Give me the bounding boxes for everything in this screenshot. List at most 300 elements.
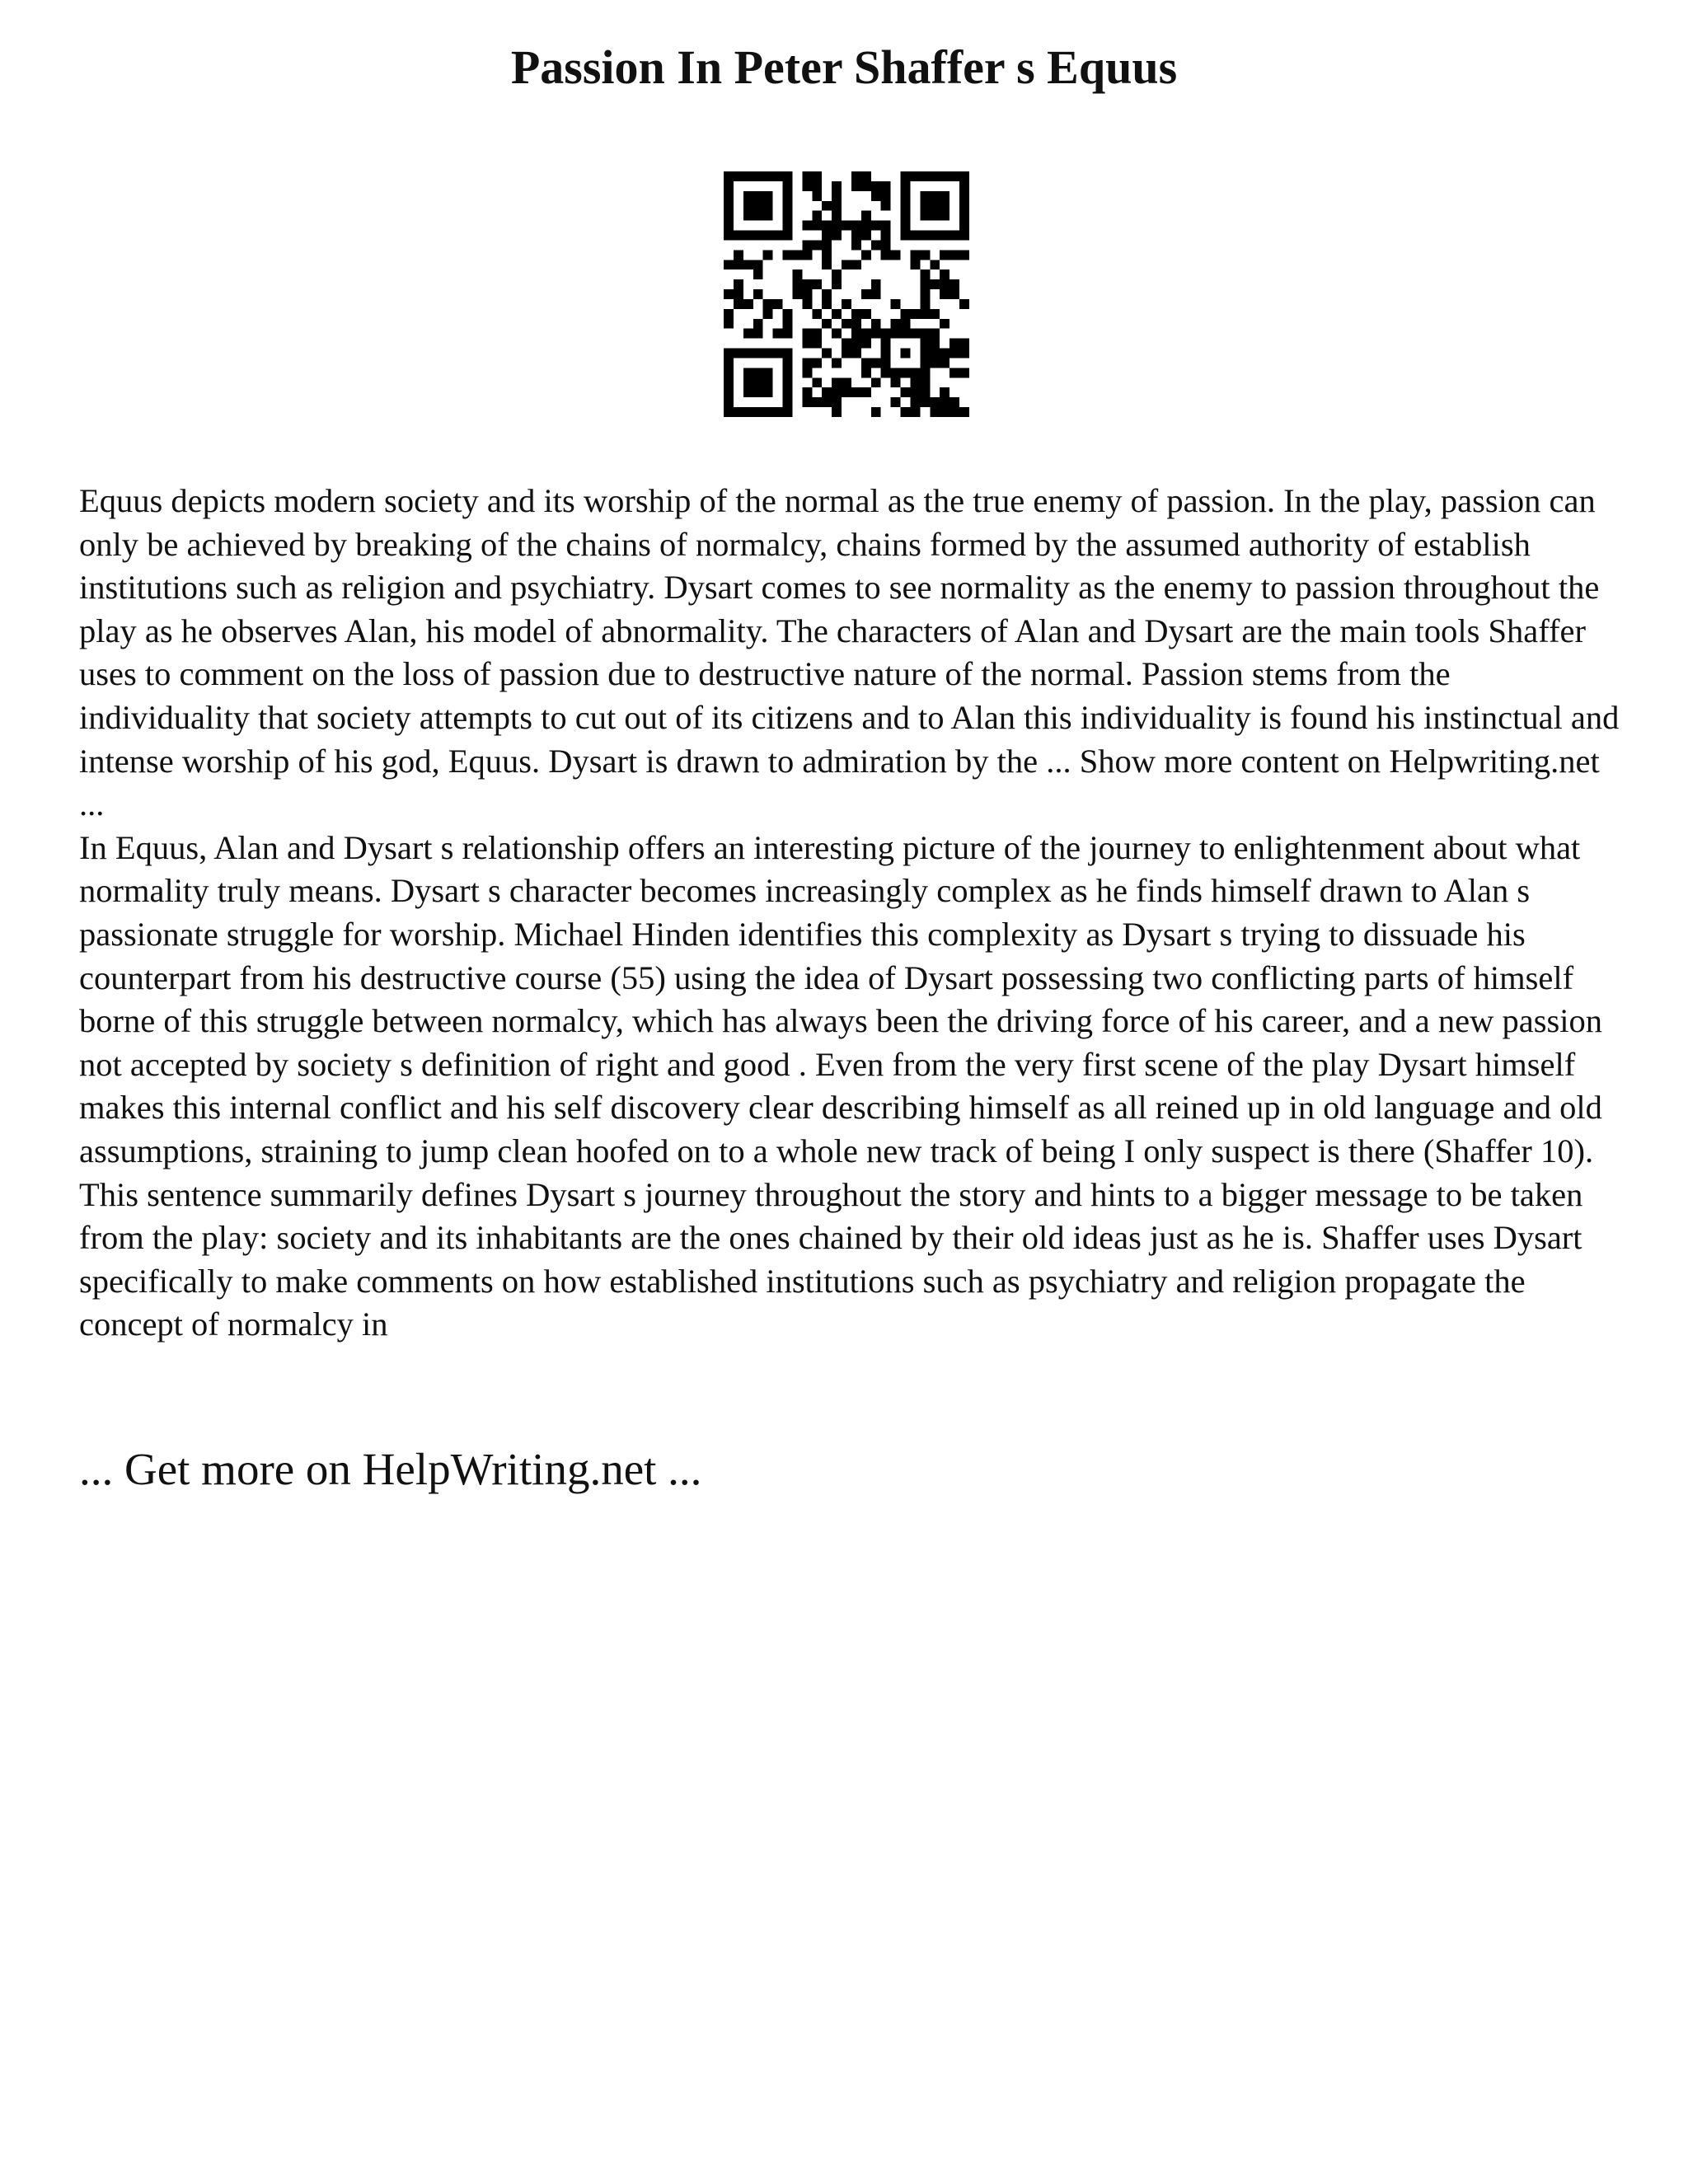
qr-module bbox=[861, 358, 871, 368]
qr-module bbox=[822, 299, 832, 309]
qr-module bbox=[753, 407, 763, 417]
qr-module bbox=[901, 191, 911, 201]
qr-module bbox=[783, 407, 793, 417]
qr-module bbox=[851, 181, 861, 191]
qr-module bbox=[753, 319, 763, 329]
qr-module bbox=[891, 299, 901, 309]
qr-module bbox=[783, 201, 793, 211]
qr-module bbox=[822, 387, 832, 397]
qr-module bbox=[901, 211, 911, 221]
qr-module bbox=[743, 407, 753, 417]
qr-module bbox=[802, 181, 812, 191]
qr-module bbox=[871, 289, 881, 299]
qr-module bbox=[734, 260, 743, 269]
qr-module bbox=[792, 269, 802, 279]
qr-module bbox=[842, 387, 851, 397]
qr-module bbox=[842, 319, 851, 329]
qr-module bbox=[724, 221, 734, 231]
qr-module bbox=[724, 358, 734, 368]
qr-module bbox=[802, 397, 812, 407]
qr-module bbox=[940, 289, 950, 299]
qr-module bbox=[901, 387, 911, 397]
qr-module bbox=[920, 397, 930, 407]
qr-module bbox=[920, 309, 930, 319]
qr-module bbox=[822, 231, 832, 241]
qr-module bbox=[930, 329, 940, 339]
qr-module bbox=[832, 221, 842, 231]
qr-module bbox=[753, 211, 763, 221]
qr-module bbox=[822, 240, 832, 250]
qr-module bbox=[753, 260, 763, 269]
qr-module bbox=[743, 368, 753, 377]
qr-module bbox=[851, 329, 861, 339]
qr-module bbox=[940, 231, 950, 241]
qr-module bbox=[743, 191, 753, 201]
qr-module bbox=[901, 329, 911, 339]
qr-module bbox=[891, 250, 901, 260]
qr-module bbox=[950, 407, 959, 417]
qr-module bbox=[802, 289, 812, 299]
qr-module bbox=[901, 368, 911, 377]
qr-module bbox=[959, 407, 969, 417]
qr-module bbox=[743, 231, 753, 241]
qr-module bbox=[734, 171, 743, 181]
qr-module bbox=[753, 387, 763, 397]
qr-module bbox=[930, 211, 940, 221]
qr-module bbox=[871, 181, 881, 191]
qr-module bbox=[783, 309, 793, 319]
qr-module bbox=[871, 319, 881, 329]
qr-module bbox=[783, 387, 793, 397]
qr-module bbox=[724, 368, 734, 377]
qr-module bbox=[871, 329, 881, 339]
qr-module bbox=[763, 171, 773, 181]
qr-module bbox=[920, 201, 930, 211]
qr-module bbox=[930, 279, 940, 289]
qr-module bbox=[802, 221, 812, 231]
qr-module bbox=[812, 329, 822, 339]
qr-module bbox=[743, 260, 753, 269]
qr-module bbox=[959, 221, 969, 231]
qr-module bbox=[959, 231, 969, 241]
qr-module bbox=[920, 289, 930, 299]
qr-module bbox=[920, 250, 930, 260]
qr-module bbox=[940, 211, 950, 221]
qr-module bbox=[724, 231, 734, 241]
qr-module bbox=[910, 397, 920, 407]
qr-module bbox=[822, 250, 832, 260]
qr-module bbox=[881, 339, 891, 349]
qr-module bbox=[802, 368, 812, 377]
qr-module bbox=[724, 397, 734, 407]
qr-module bbox=[743, 201, 753, 211]
get-more-link[interactable]: ... Get more on HelpWriting.net ... bbox=[79, 1444, 702, 1494]
qr-module bbox=[763, 231, 773, 241]
qr-module bbox=[851, 231, 861, 241]
qr-module bbox=[724, 387, 734, 397]
qr-module bbox=[832, 407, 842, 417]
qr-module bbox=[910, 231, 920, 241]
qr-module bbox=[871, 279, 881, 289]
qr-module bbox=[832, 191, 842, 201]
qr-module bbox=[822, 260, 832, 269]
qr-module bbox=[724, 171, 734, 181]
qr-module bbox=[910, 260, 920, 269]
qr-module bbox=[802, 339, 812, 349]
qr-module bbox=[959, 211, 969, 221]
qr-module bbox=[763, 309, 773, 319]
qr-module bbox=[920, 329, 930, 339]
qr-module bbox=[901, 231, 911, 241]
qr-module bbox=[724, 407, 734, 417]
qr-module bbox=[753, 329, 763, 339]
qr-module bbox=[950, 339, 959, 349]
qr-module bbox=[773, 349, 783, 359]
qr-module bbox=[832, 309, 842, 319]
qr-module bbox=[724, 309, 734, 319]
qr-module bbox=[861, 309, 871, 319]
qr-module bbox=[763, 387, 773, 397]
qr-module bbox=[763, 368, 773, 377]
paragraph-2: In Equus, Alan and Dysart s relationship offers an interesting picture of the journey to enlightenment about what normality truly means. Dysart s character becomes increasingly complex as he finds himself drawn to Alan s passionate struggle for worship. Michael Hinden identifies this complexity as Dysart s trying to dissuade his counterpart from his destructive course (55) using the idea of Dysart possessing two conflicting parts of himself borne of this struggle between normalcy, which has always been the driving force of his career, and a new passion not accepted by society s definition of right and good . Even from the very first scene of the play Dysart himself makes this internal conflict and his self discovery clear describing himself as all reined up in old language and old assumptions, straining to jump clean hoofed on to a whole new track of being I only suspect is there (Shaffer 10). This sentence summarily defines Dysart s journey throughout the story and hints to a bigger message to be taken from the play: society and its inhabitants are the ones chained by their old ideas just as he is. Shaffer uses Dysart specifically to make comments on how established institutions such as psychiatry and religion propagate the concept of normalcy in bbox=[79, 828, 1603, 1343]
qr-module bbox=[763, 377, 773, 387]
qr-module bbox=[881, 181, 891, 191]
qr-module bbox=[753, 191, 763, 201]
qr-module bbox=[891, 397, 901, 407]
qr-module bbox=[881, 358, 891, 368]
qr-module bbox=[783, 368, 793, 377]
qr-module bbox=[851, 387, 861, 397]
qr-module bbox=[763, 250, 773, 260]
qr-module bbox=[930, 397, 940, 407]
qr-module bbox=[930, 358, 940, 368]
qr-module bbox=[910, 407, 920, 417]
qr-module bbox=[743, 329, 753, 339]
qr-module bbox=[734, 349, 743, 359]
qr-module bbox=[842, 349, 851, 359]
qr-module bbox=[783, 377, 793, 387]
qr-module bbox=[881, 329, 891, 339]
qr-module bbox=[871, 377, 881, 387]
qr-module bbox=[959, 299, 969, 309]
qr-module bbox=[930, 201, 940, 211]
qr-module bbox=[812, 279, 822, 289]
qr-module bbox=[901, 171, 911, 181]
qr-module bbox=[734, 250, 743, 260]
qr-module bbox=[959, 349, 969, 359]
qr-module bbox=[950, 397, 959, 407]
qr-module bbox=[940, 387, 950, 397]
qr-module bbox=[842, 299, 851, 309]
qr-module bbox=[920, 387, 930, 397]
qr-module bbox=[930, 339, 940, 349]
qr-module bbox=[950, 368, 959, 377]
qr-module bbox=[901, 181, 911, 191]
qr-module bbox=[851, 309, 861, 319]
qr-module bbox=[783, 221, 793, 231]
qr-module bbox=[783, 329, 793, 339]
qr-module bbox=[920, 191, 930, 201]
qr-module bbox=[783, 181, 793, 191]
qr-module bbox=[861, 221, 871, 231]
qr-module bbox=[724, 260, 734, 269]
qr-module bbox=[959, 250, 969, 260]
qr-module bbox=[940, 319, 950, 329]
qr-module bbox=[812, 358, 822, 368]
qr-module bbox=[881, 368, 891, 377]
qr-module bbox=[910, 329, 920, 339]
qr-module bbox=[851, 339, 861, 349]
qr-module bbox=[910, 387, 920, 397]
qr-module bbox=[851, 240, 861, 250]
qr-module bbox=[753, 269, 763, 279]
qr-module bbox=[724, 349, 734, 359]
qr-module bbox=[773, 407, 783, 417]
qr-module bbox=[842, 260, 851, 269]
qr-module bbox=[832, 358, 842, 368]
qr-module bbox=[753, 201, 763, 211]
qr-module bbox=[812, 171, 822, 181]
qr-module bbox=[792, 279, 802, 289]
qr-module bbox=[724, 211, 734, 221]
qr-module bbox=[930, 260, 940, 269]
qr-module bbox=[881, 349, 891, 359]
qr-module bbox=[851, 319, 861, 329]
qr-module bbox=[881, 240, 891, 250]
qr-module bbox=[930, 407, 940, 417]
qr-module bbox=[910, 368, 920, 377]
qr-module bbox=[930, 171, 940, 181]
qr-module bbox=[753, 289, 763, 299]
qr-code-graphic bbox=[724, 171, 969, 417]
qr-module bbox=[802, 299, 812, 309]
qr-module bbox=[910, 309, 920, 319]
qr-module bbox=[940, 358, 950, 368]
qr-module bbox=[812, 211, 822, 221]
qr-module bbox=[802, 387, 812, 397]
qr-module bbox=[842, 339, 851, 349]
qr-module bbox=[783, 349, 793, 359]
qr-module bbox=[812, 181, 822, 191]
qr-module bbox=[950, 250, 959, 260]
qr-module bbox=[881, 221, 891, 231]
qr-module bbox=[763, 407, 773, 417]
qr-module bbox=[950, 171, 959, 181]
qr-module bbox=[920, 358, 930, 368]
qr-module bbox=[822, 397, 832, 407]
qr-module bbox=[959, 181, 969, 191]
qr-module bbox=[861, 368, 871, 377]
qr-module bbox=[783, 171, 793, 181]
qr-module bbox=[891, 377, 901, 387]
qr-module bbox=[871, 358, 881, 368]
qr-module bbox=[812, 397, 822, 407]
paragraph-1: Equus depicts modern society and its worship of the normal as the true enemy of passion. In the play, passion can only be achieved by breaking of the chains of normalcy, chains formed by the assumed authority of establish institutions such as religion and psychiatry. Dysart comes to see normality as the enemy to passion throughout the play as he observes Alan, his model of abnormality. The characters of Alan and Dysart are the main tools Shaffer uses to comment on the loss of passion due to destructive nature of the normal. Passion stems from the individuality that society attempts to cut out of its citizens and to Alan this individuality is found his instinctual and intense worship of his god, Equus. Dysart is drawn to admiration by the ... Show more content on Helpwriting.net ... bbox=[79, 482, 1620, 823]
qr-module bbox=[763, 191, 773, 201]
qr-module bbox=[851, 221, 861, 231]
qr-module bbox=[940, 191, 950, 201]
qr-module bbox=[812, 309, 822, 319]
qr-module bbox=[832, 329, 842, 339]
qr-module bbox=[743, 349, 753, 359]
qr-module bbox=[950, 349, 959, 359]
qr-module bbox=[724, 377, 734, 387]
qr-module bbox=[910, 171, 920, 181]
qr-module bbox=[940, 349, 950, 359]
qr-module bbox=[812, 240, 822, 250]
qr-module bbox=[861, 329, 871, 339]
qr-module bbox=[743, 171, 753, 181]
qr-module bbox=[832, 201, 842, 211]
qr-module bbox=[773, 299, 783, 309]
qr-module bbox=[930, 191, 940, 201]
qr-module bbox=[812, 221, 822, 231]
qr-module bbox=[901, 407, 911, 417]
qr-module bbox=[773, 231, 783, 241]
qr-module bbox=[901, 221, 911, 231]
qr-module bbox=[832, 269, 842, 279]
qr-module bbox=[724, 289, 734, 299]
qr-module bbox=[783, 250, 793, 260]
qr-module bbox=[861, 387, 871, 397]
qr-module bbox=[920, 299, 930, 309]
qr-module bbox=[753, 377, 763, 387]
qr-module bbox=[734, 231, 743, 241]
article-body bbox=[79, 480, 1629, 1347]
qr-module bbox=[753, 349, 763, 359]
qr-module bbox=[920, 349, 930, 359]
qr-module bbox=[959, 339, 969, 349]
qr-module bbox=[753, 171, 763, 181]
qr-module bbox=[802, 171, 812, 181]
qr-module bbox=[881, 201, 891, 211]
qr-module bbox=[959, 191, 969, 201]
qr-module bbox=[763, 201, 773, 211]
qr-module bbox=[842, 377, 851, 387]
qr-module bbox=[783, 231, 793, 241]
qr-module bbox=[822, 221, 832, 231]
qr-module bbox=[822, 289, 832, 299]
qr-module bbox=[812, 191, 822, 201]
qr-module bbox=[822, 319, 832, 329]
qr-module bbox=[851, 349, 861, 359]
qr-module bbox=[802, 250, 812, 260]
qr-module bbox=[822, 349, 832, 359]
qr-module bbox=[901, 319, 911, 329]
qr-module bbox=[783, 358, 793, 368]
qr-module bbox=[763, 211, 773, 221]
qr-module bbox=[871, 240, 881, 250]
qr-module bbox=[920, 279, 930, 289]
qr-module bbox=[773, 171, 783, 181]
qr-module bbox=[734, 299, 743, 309]
qr-module bbox=[861, 211, 871, 221]
qr-module bbox=[940, 269, 950, 279]
qr-module bbox=[901, 309, 911, 319]
qr-module bbox=[920, 368, 930, 377]
qr-module bbox=[901, 201, 911, 211]
qr-module bbox=[802, 240, 812, 250]
qr-module bbox=[832, 397, 842, 407]
qr-module bbox=[920, 269, 930, 279]
qr-module bbox=[959, 171, 969, 181]
qr-module bbox=[832, 181, 842, 191]
qr-module bbox=[812, 377, 822, 387]
qr-module bbox=[802, 329, 812, 339]
qr-module bbox=[842, 221, 851, 231]
qr-module bbox=[881, 250, 891, 260]
qr-module bbox=[861, 289, 871, 299]
qr-module bbox=[851, 171, 861, 181]
qr-module bbox=[783, 211, 793, 221]
qr-module bbox=[959, 368, 969, 377]
qr-code-icon bbox=[724, 171, 969, 417]
qr-module bbox=[832, 279, 842, 289]
qr-module bbox=[724, 319, 734, 329]
qr-module bbox=[832, 387, 842, 397]
qr-module bbox=[753, 368, 763, 377]
qr-module bbox=[861, 339, 871, 349]
qr-module bbox=[950, 289, 959, 299]
qr-module bbox=[792, 289, 802, 299]
qr-module bbox=[910, 250, 920, 260]
qr-module bbox=[920, 211, 930, 221]
qr-module bbox=[940, 171, 950, 181]
qr-module bbox=[920, 377, 930, 387]
qr-module bbox=[881, 191, 891, 201]
qr-module bbox=[940, 250, 950, 260]
qr-module bbox=[792, 250, 802, 260]
qr-module bbox=[959, 201, 969, 211]
qr-module bbox=[812, 339, 822, 349]
qr-module bbox=[832, 231, 842, 241]
qr-module bbox=[940, 279, 950, 289]
qr-module bbox=[930, 231, 940, 241]
qr-module bbox=[940, 407, 950, 417]
qr-module bbox=[930, 309, 940, 319]
qr-module bbox=[861, 171, 871, 181]
qr-module bbox=[891, 368, 901, 377]
qr-module bbox=[881, 231, 891, 241]
qr-module bbox=[851, 260, 861, 269]
qr-module bbox=[773, 329, 783, 339]
qr-module bbox=[763, 299, 773, 309]
qr-module bbox=[734, 407, 743, 417]
qr-module bbox=[802, 358, 812, 368]
qr-module bbox=[871, 221, 881, 231]
qr-module bbox=[871, 407, 881, 417]
qr-module bbox=[871, 191, 881, 201]
qr-module bbox=[861, 181, 871, 191]
qr-module bbox=[950, 231, 959, 241]
qr-module bbox=[910, 377, 920, 387]
qr-module bbox=[861, 231, 871, 241]
qr-module bbox=[940, 201, 950, 211]
qr-module bbox=[950, 279, 959, 289]
qr-module bbox=[920, 171, 930, 181]
qr-module bbox=[783, 319, 793, 329]
qr-module bbox=[891, 329, 901, 339]
qr-module bbox=[763, 349, 773, 359]
qr-module bbox=[920, 231, 930, 241]
qr-module bbox=[861, 250, 871, 260]
qr-module bbox=[822, 201, 832, 211]
qr-module bbox=[832, 211, 842, 221]
qr-module bbox=[743, 377, 753, 387]
qr-module bbox=[743, 299, 753, 309]
qr-module bbox=[940, 397, 950, 407]
qr-module bbox=[743, 211, 753, 221]
